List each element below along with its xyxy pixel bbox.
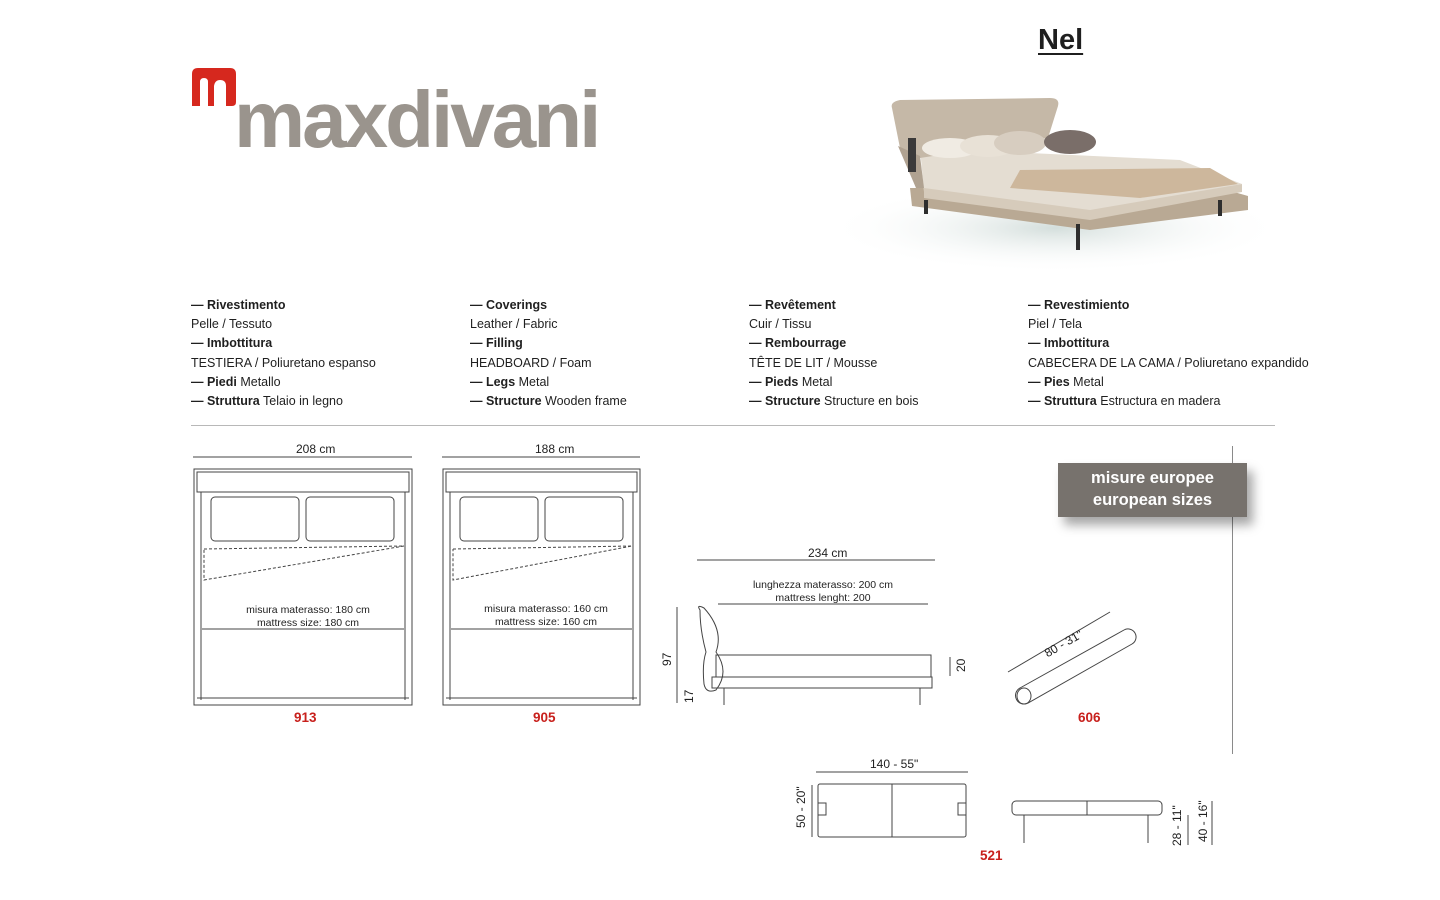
bolster-code: 606 <box>1078 710 1101 725</box>
spec-value: Telaio in legno <box>263 394 343 409</box>
bench-height-label: 40 - 16" <box>1196 800 1210 842</box>
spec-value: Structure en bois <box>824 394 919 409</box>
spec-value: Piel / Tela <box>1028 317 1082 332</box>
spec-heading: — Coverings <box>470 298 548 312</box>
bed-160-note-english: mattress size: 160 cm <box>494 616 598 628</box>
bed-160-code: 905 <box>533 710 556 725</box>
bench-seat-height-label: 28 - 11" <box>1170 805 1184 846</box>
spec-heading: — Revêtement <box>749 298 836 312</box>
side-note-english: mattress lenght: 200 <box>775 592 871 604</box>
spec-heading: — Filling <box>470 336 523 351</box>
spec-heading: — Imbottitura <box>1028 336 1110 351</box>
spec-value: Metal <box>801 374 833 389</box>
bolster-length-label: 80 - 31" <box>1042 627 1086 661</box>
bed-160-note-italian: misura materasso: 160 cm <box>484 603 608 615</box>
spec-value: HEADBOARD / Foam <box>470 355 592 370</box>
bed-180-mattress-note <box>220 604 396 630</box>
spec-value: Wooden frame <box>545 394 627 409</box>
bed-160-mattress-note <box>458 603 634 629</box>
bed-180-note-italian: misura materasso: 180 cm <box>246 604 370 616</box>
bed-180-note-english: mattress size: 180 cm <box>256 617 360 629</box>
spec-heading: — Struttura <box>191 394 260 409</box>
spec-heading: — Imbottitura <box>191 336 273 351</box>
bench-depth-label: 50 - 20" <box>794 786 808 828</box>
bed-180-code: 913 <box>294 710 317 725</box>
bench-width-label: 140 - 55" <box>870 757 919 771</box>
badge-line-english: european sizes <box>1092 491 1213 509</box>
side-note-italian: lunghezza materasso: 200 cm <box>752 579 894 591</box>
spec-heading: — Piedi <box>191 374 237 389</box>
spec-heading: — Revestimiento <box>1028 298 1130 312</box>
spec-heading: — Structure <box>749 394 821 409</box>
spec-value: Estructura en madera <box>1100 394 1221 409</box>
brand-name: maxdivani <box>234 75 599 164</box>
spec-value: CABECERA DE LA CAMA / Poliuretano expandido <box>1028 355 1309 370</box>
bench-code: 521 <box>980 848 1003 863</box>
spec-value: Metallo <box>240 374 281 389</box>
spec-heading: — Structure <box>470 394 542 409</box>
spec-value: Metal <box>1073 374 1104 389</box>
spec-value: Pelle / Tessuto <box>191 317 273 332</box>
side-length-label: 234 cm <box>808 546 848 560</box>
product-name: Nel <box>1038 24 1084 56</box>
side-mattress-note <box>748 579 898 605</box>
side-leg-height-label: 17 <box>682 689 696 703</box>
bed-160-width-label: 188 cm <box>535 442 575 456</box>
spec-heading: — Rivestimento <box>191 298 286 312</box>
spec-value: TESTIERA / Poliuretano espanso <box>191 355 376 370</box>
spec-heading: — Legs <box>470 374 516 389</box>
spec-value: Leather / Fabric <box>470 317 558 332</box>
bed-180-width-label: 208 cm <box>296 442 336 456</box>
side-frame-height-label: 20 <box>954 658 968 672</box>
spec-heading: — Pieds <box>749 374 799 389</box>
badge-line-italian: misure europee <box>1091 469 1214 487</box>
side-height-label: 97 <box>660 652 674 666</box>
spec-value: TÊTE DE LIT / Mousse <box>749 355 878 370</box>
spec-heading: — Rembourrage <box>749 336 847 351</box>
spec-heading: — Pies <box>1028 374 1070 389</box>
spec-value: Cuir / Tissu <box>749 317 812 332</box>
spec-heading: — Struttura <box>1028 394 1097 409</box>
spec-value: Metal <box>518 374 550 389</box>
